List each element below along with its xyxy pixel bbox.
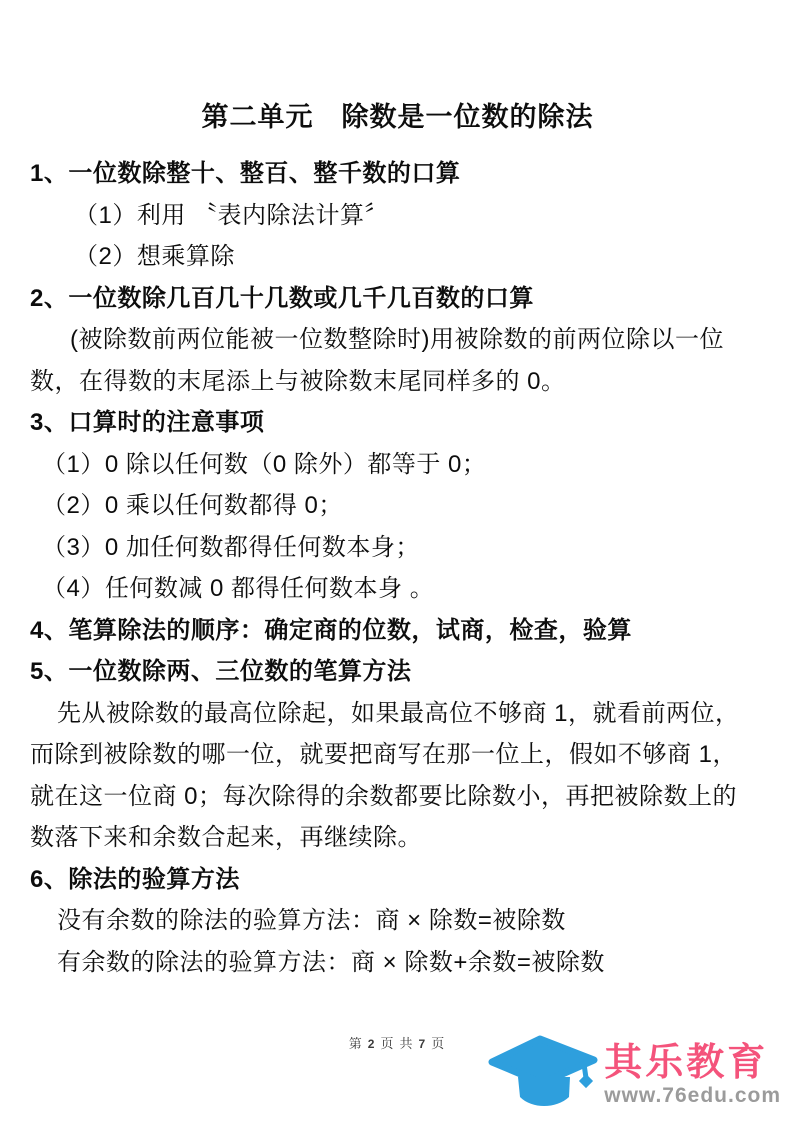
paragraph-line: 就在这一位商 0；每次除得的余数都要比除数小，再把被除数上的 [30,782,738,810]
list-item: （1）0 除以任何数（0 除外）都等于 0； [42,450,487,478]
list-item: （2）0 乘以任何数都得 0； [42,492,343,519]
heading-6: 6、除法的验算方法 [30,865,240,893]
brand-url: www.76edu.com [604,1083,781,1107]
paragraph-line: 数落下来和余数合起来，再继续除。 [30,824,422,851]
footer-label: 第 [348,1036,362,1051]
paragraph-line: (被除数前两位能被一位数整除时)用被除数的前两位除以一位 [70,326,724,353]
paragraph-line: 先从被除数的最高位除起，如果最高位不够商 1，就看前两位， [57,699,740,727]
paragraph-line: 而除到被除数的哪一位，就要把商写在那一位上，假如不够商 1， [30,741,738,768]
list-item: （1）利用 〝表内除法计算〞 [74,201,390,229]
brand-text-block [604,1042,781,1108]
paragraph-line: 没有余数的除法的验算方法：商 × 除数=被除数 [57,907,566,934]
graduation-cap-icon [484,1031,600,1118]
document-content [30,98,765,983]
paragraph-line: 有余数的除法的验算方法：商 × 除数+余数=被除数 [57,948,605,976]
footer-label: 页 [380,1036,394,1051]
footer-label: 页 [431,1036,445,1051]
heading-1: 1、一位数除整十、整百、整千数的口算 [30,160,461,187]
doc-title: 第二单元 除数是一位数的除法 [201,102,594,132]
page-number: 2 [367,1037,375,1051]
heading-5: 5、一位数除两、三位数的笔算方法 [30,658,412,685]
list-item: （4）任何数减 0 都得任何数本身 。 [42,575,435,602]
brand-name: 其乐教育 [604,1041,769,1084]
heading-4: 4、笔算除法的顺序：确定商的位数，试商，检查，验算 [30,616,632,644]
total-pages: 7 [418,1037,426,1051]
paragraph-line: 数，在得数的末尾添上与被除数末尾同样多的 0。 [30,367,566,395]
list-item: （3）0 加任何数都得任何数本身； [42,533,420,561]
heading-2: 2、一位数除几百几十几数或几千几百数的口算 [30,284,534,312]
list-item: （2）想乘算除 [74,243,235,270]
heading-3: 3、口算时的注意事项 [30,409,265,436]
footer-label: 共 [399,1036,413,1051]
brand-logo [484,1031,781,1118]
